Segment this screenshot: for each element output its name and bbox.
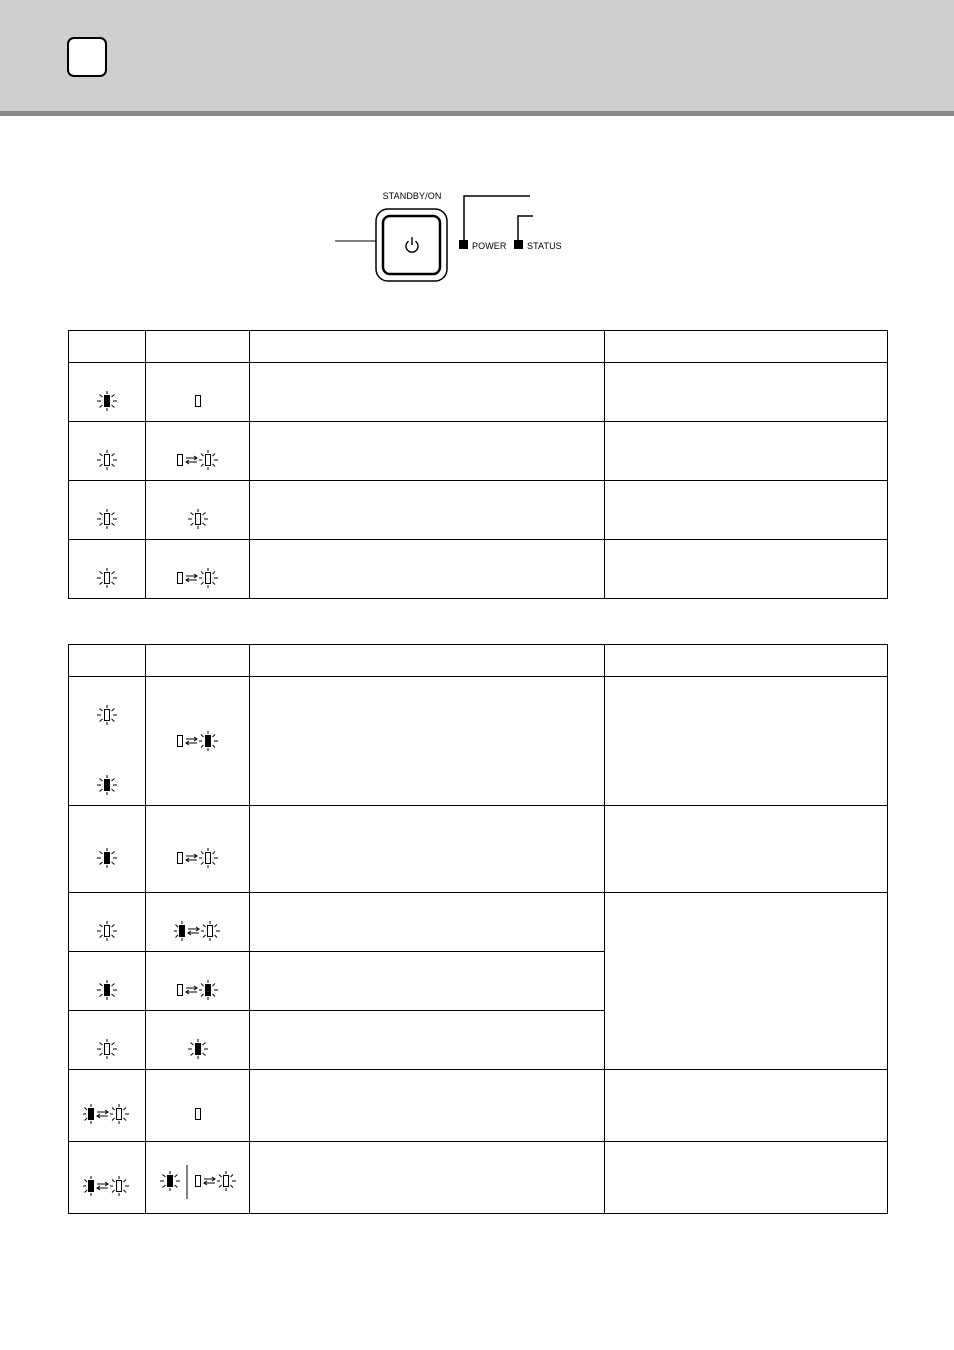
condition-cell — [250, 1070, 605, 1142]
header-action — [605, 331, 888, 363]
led-blinking-icon — [95, 509, 119, 529]
action-cell — [605, 481, 888, 540]
action-cell — [605, 363, 888, 422]
table-row — [69, 481, 888, 540]
header-action — [605, 645, 888, 677]
action-cell — [605, 1142, 888, 1214]
action-cell — [605, 540, 888, 599]
power-indicator — [459, 240, 468, 249]
status-indicator — [514, 240, 523, 249]
led-blinking-icon — [95, 921, 119, 941]
condition-cell — [250, 952, 605, 1011]
led-on-icon — [95, 980, 119, 1000]
led-on-icon — [95, 848, 119, 868]
condition-cell — [250, 893, 605, 952]
header-power — [69, 331, 146, 363]
led-on-blinking-alternating-icon — [83, 1104, 131, 1124]
action-cell — [605, 1070, 888, 1142]
header-condition — [250, 645, 605, 677]
table-row — [69, 806, 888, 893]
condition-cell — [250, 422, 605, 481]
led-blinking-icon — [95, 705, 119, 725]
table-row — [69, 363, 888, 422]
led-off-blinking-alternating-icon — [176, 450, 220, 470]
led-on-icon — [95, 391, 119, 411]
led-off-on-alternating-icon — [176, 731, 220, 751]
led-off-on-alternating-icon — [176, 980, 220, 1000]
header-condition — [250, 331, 605, 363]
led-blinking-icon — [95, 1039, 119, 1059]
condition-cell — [250, 677, 605, 806]
table-row — [69, 1142, 888, 1214]
table-row — [69, 422, 888, 481]
led-on-blinking-alternating-icon — [83, 1176, 131, 1196]
condition-cell — [250, 806, 605, 893]
power-callout-line — [464, 196, 530, 240]
condition-cell — [250, 1142, 605, 1214]
table-row — [69, 540, 888, 599]
condition-cell — [250, 363, 605, 422]
table-row — [69, 677, 888, 806]
header-status — [146, 645, 250, 677]
led-off-icon — [194, 391, 202, 411]
indicator-table-1 — [68, 330, 888, 599]
power-indicator-label: POWER — [472, 241, 507, 251]
action-cell-merged — [605, 893, 888, 1070]
header-status — [146, 331, 250, 363]
condition-cell — [250, 481, 605, 540]
led-off-blinking-alternating-icon — [176, 568, 220, 588]
header-power — [69, 645, 146, 677]
front-panel-diagram — [0, 0, 954, 300]
table-header-row — [69, 331, 888, 363]
led-blinking-icon — [186, 509, 210, 529]
action-cell — [605, 422, 888, 481]
table-row — [69, 1070, 888, 1142]
condition-cell — [250, 540, 605, 599]
led-off-blinking-alternating-icon — [176, 848, 220, 868]
action-cell — [605, 677, 888, 806]
led-blinking-icon — [95, 450, 119, 470]
indicator-table-2 — [68, 644, 888, 1214]
table-header-row — [69, 645, 888, 677]
led-off-icon — [194, 1104, 202, 1124]
led-on-icon — [95, 775, 119, 795]
status-indicator-label: STATUS — [527, 241, 562, 251]
led-on-icon — [186, 1039, 210, 1059]
action-cell — [605, 806, 888, 893]
led-on-or-off-blinking-icon — [158, 1165, 238, 1199]
led-on-blinking-alternating-icon — [174, 921, 222, 941]
led-blinking-icon — [95, 568, 119, 588]
condition-cell — [250, 1011, 605, 1070]
table-row — [69, 893, 888, 952]
status-callout-line — [518, 216, 533, 240]
standby-on-label: STANDBY/ON — [382, 191, 442, 201]
